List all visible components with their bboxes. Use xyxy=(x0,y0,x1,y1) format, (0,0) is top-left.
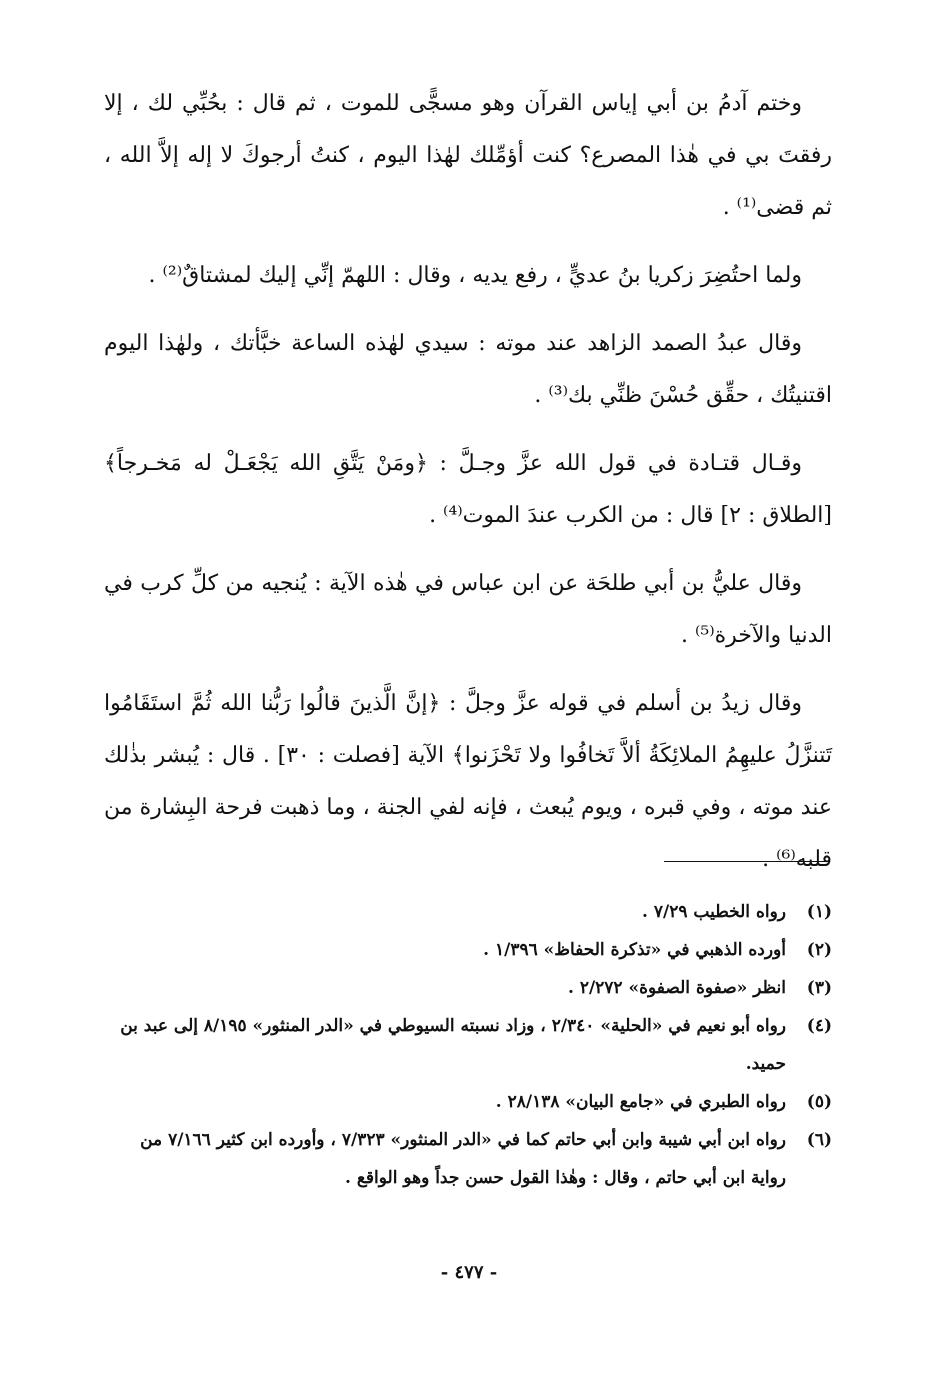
footnote-text: رواه الطبري في «جامع البيان» ٢٨/١٣٨ . xyxy=(495,1092,786,1112)
paragraph-ali-ibn-abi-talha: وقال عليُّ بن أبي طلحَة عن ابن عباس في هٰذه الآية : يُنجيه من كلِّ كرب في الدنيا والآخرة⁽⁵⁾ . xyxy=(104,571,832,648)
paragraph-zakariya-ibn-adi: ولما احتُضِرَ زكريا بنُ عديٍّ ، رفع يديه ، وقال : اللهمّ إنِّي إليك لمشتاقٌ⁽²⁾ . xyxy=(148,263,802,288)
footnote-separator xyxy=(664,861,830,862)
paragraph-qatada: وقـال قتـادة في قول الله عزَّ وجـلَّ : ﴿ومَنْ يَتَّقِ الله يَجْعَـلْ له مَخـرجاً﴾ [الطلاق : ٢] قال : من الكرب عندَ الموت⁽⁴⁾ . xyxy=(104,451,832,528)
paragraph-abd-al-samad: وقال عبدُ الصمد الزاهد عند موته : سيدي لهٰذه الساعة خبَّأتك ، ولهٰذا اليوم اقتنيتُك ، حقِّق حُسْنَ ظنِّي بك⁽³⁾ . xyxy=(104,331,832,408)
footnote-text: رواه الخطيب ٧/٢٩ . xyxy=(642,902,786,922)
footnote-number: (٣) xyxy=(806,978,832,998)
footnote-number: (١) xyxy=(806,902,832,922)
footnote-item xyxy=(104,1083,832,1121)
paragraph-adam-ibn-abi-iyas: وختم آدمُ بن أبي إياس القرآن وهو مسجًّى للموت ، ثم قال : بحُبِّي لك ، إلا رفقتَ بي في هٰذا المصرع؟ كنت أؤمِّلك لهٰذا اليوم ، كنتُ أرجوكَ لا إله إلاَّ الله ، ثم قضى⁽¹⁾ . xyxy=(104,91,832,220)
footnote-text: رواه ابن أبي شيبة وابن أبي حاتم كما في «الدر المنثور» ٧/٣٢٣ ، وأورده ابن كثير ٧/١٦٦ من رواية ابن أبي حاتم ، وقال : وهٰذا القول حسن جداً وهو الواقع . xyxy=(140,1130,786,1188)
main-text xyxy=(104,78,832,902)
footnote-item xyxy=(104,1121,832,1197)
footnote-number: (٢) xyxy=(806,940,832,960)
footnote-number: (٦) xyxy=(806,1130,832,1150)
footnote-item xyxy=(104,1007,832,1083)
page-number: - ٤٧٧ - xyxy=(440,1262,498,1283)
footnote-text: انظر «صفوة الصفوة» ٢/٢٧٢ . xyxy=(567,978,786,998)
footnote-text: رواه أبو نعيم في «الحلية» ٢/٣٤٠ ، وزاد نسبته السيوطي في «الدر المنثور» ٨/١٩٥ إلى عبد بن حميد. xyxy=(120,1016,786,1074)
footnote-text: أورده الذهبي في «تذكرة الحفاظ» ١/٣٩٦ . xyxy=(483,940,786,960)
footnotes xyxy=(104,893,832,1197)
footnote-item xyxy=(104,893,832,931)
footnote-item xyxy=(104,931,832,969)
footnote-number: (٥) xyxy=(806,1092,832,1112)
paragraph-zayd-ibn-aslam: وقال زيدُ بن أسلم في قوله عزَّ وجلَّ : ﴿إنَّ الَّذينَ قالُوا رَبُّنا الله ثُمَّ استَقَامُوا تَتنزَّلُ عليهِمُ الملائِكَةُ ألاَّ تَخافُوا ولا تَحْزَنوا﴾ الآية [فصلت : ٣٠] . قال : يُبشر بذٰلك عند موته ، وفي قبره ، ويوم يُبعث ، فإنه لفي الجنة ، وما ذهبت فرحة البِشارة من قلبه⁽⁶⁾ . xyxy=(104,691,832,872)
footnote-item xyxy=(104,969,832,1007)
footnote-number: (٤) xyxy=(806,1016,832,1036)
